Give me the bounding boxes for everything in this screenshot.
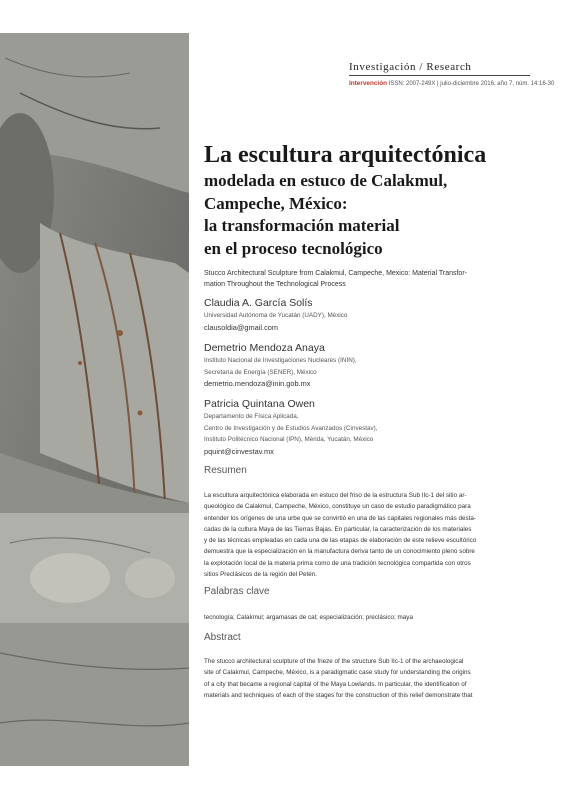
author-email[interactable]: pquint@cinvestav.mx [204, 446, 274, 456]
title-line-4: la transformación material [204, 216, 400, 235]
resumen-line: cadas de la cultura Maya de las Tierras Bajas. En particular, la caracterización de los materiales [204, 525, 472, 533]
title-line-1: La escultura arquitectónica [204, 142, 487, 168]
resumen-heading: Resumen [204, 465, 247, 476]
author-email[interactable]: demetrio.mendoza@inin.gob.mx [204, 379, 311, 388]
cover-photo-stucco-sculpture [0, 33, 189, 766]
article-title [204, 140, 544, 260]
abstract-line: of a city that became a regional capital of the Maya Lowlands. In particular, the identification of [204, 680, 467, 688]
author-affiliation: Centro de Investigación y de Estudios Avanzados (Cinvestav), [204, 424, 378, 432]
resumen-line: la explotación local de la materia prima como de una tradición tecnológica compartida con otros [204, 559, 471, 567]
resumen-line: y de las técnicas empleadas en cada una de las etapas de elaboración de este relieve escultórico [204, 537, 477, 545]
abstract-line: materials and techniques of each of the stages for the construction of this relief demonstrate that [204, 691, 473, 699]
section-label: Investigación / Research [349, 61, 472, 73]
keywords-heading: Palabras clave [204, 586, 270, 597]
author-name: Patricia Quintana Owen [204, 398, 315, 410]
stucco-relief-image [0, 33, 189, 766]
author-3 [204, 398, 544, 458]
resumen-line: sitios Preclásicos de la región del Petén. [204, 571, 318, 579]
journal-info [349, 80, 554, 87]
title-line-5: en el proceso tecnológico [204, 238, 383, 258]
author-name: Claudia A. García Solís [204, 297, 313, 309]
author-name: Demetrio Mendoza Anaya [204, 342, 325, 354]
abstract-paragraph [204, 656, 540, 701]
abstract-heading: Abstract [204, 632, 241, 643]
author-affiliation: Secretaría de Energía (SENER), México [204, 368, 317, 376]
resumen-line: entender los orígenes de una urbe que se convirtió en una de las capitales regionales más desta- [204, 514, 476, 522]
resumen-paragraph [204, 490, 540, 580]
resumen-line: queológico de Calakmul, Campeche, México, constituye un caso de estudio paradigmático para [204, 503, 471, 511]
author-2 [204, 342, 544, 390]
journal-issue: ISSN: 2007-249X | julio-diciembre 2016, año 7, núm. 14:16-30 [388, 81, 555, 87]
resumen-line: demuestra que la especialización en la manufactura deriva tanto de un conocimiento pleno sobre [204, 548, 475, 556]
abstract-line: The stucco architectural sculpture of the frieze of the structure Sub IIc-1 of the archaeological [204, 658, 464, 665]
author-affiliation: Instituto Nacional de Investigaciones Nucleares (ININ), [204, 357, 357, 364]
journal-brand: Intervención [349, 80, 387, 87]
author-email[interactable]: clausoldia@gmail.com [204, 322, 279, 332]
abstract-line: site of Calakmul, Campeche, México, is a paradigmatic case study for understanding the origins [204, 669, 471, 677]
resumen-line: La escultura arquitectónica elaborada en estuco del friso de la estructura Sub IIc-1 del sitio ar- [204, 492, 467, 499]
english-title-line-2: mation Throughout the Technological Process [204, 281, 346, 288]
title-line-2: modelada en estuco de Calakmul, [204, 171, 448, 190]
author-affiliation: Instituto Politécnico Nacional (IPN), Mérida, Yucatán, México [204, 436, 374, 443]
author-affiliation: Departamento de Física Aplicada, [204, 413, 299, 420]
english-title-line-1: Stucco Architectural Sculpture from Calakmul, Campeche, Mexico: Material Transfor- [204, 270, 467, 277]
title-line-3: Campeche, México: [204, 193, 348, 213]
author-1 [204, 297, 544, 334]
author-affiliation: Universidad Autónoma de Yucatán (UADY), México [204, 312, 348, 319]
english-title [204, 268, 540, 290]
keywords-text: tecnología; Calakmul; argamasas de cal; especialización; preclásico; maya [204, 614, 413, 621]
header-rule [349, 75, 530, 76]
